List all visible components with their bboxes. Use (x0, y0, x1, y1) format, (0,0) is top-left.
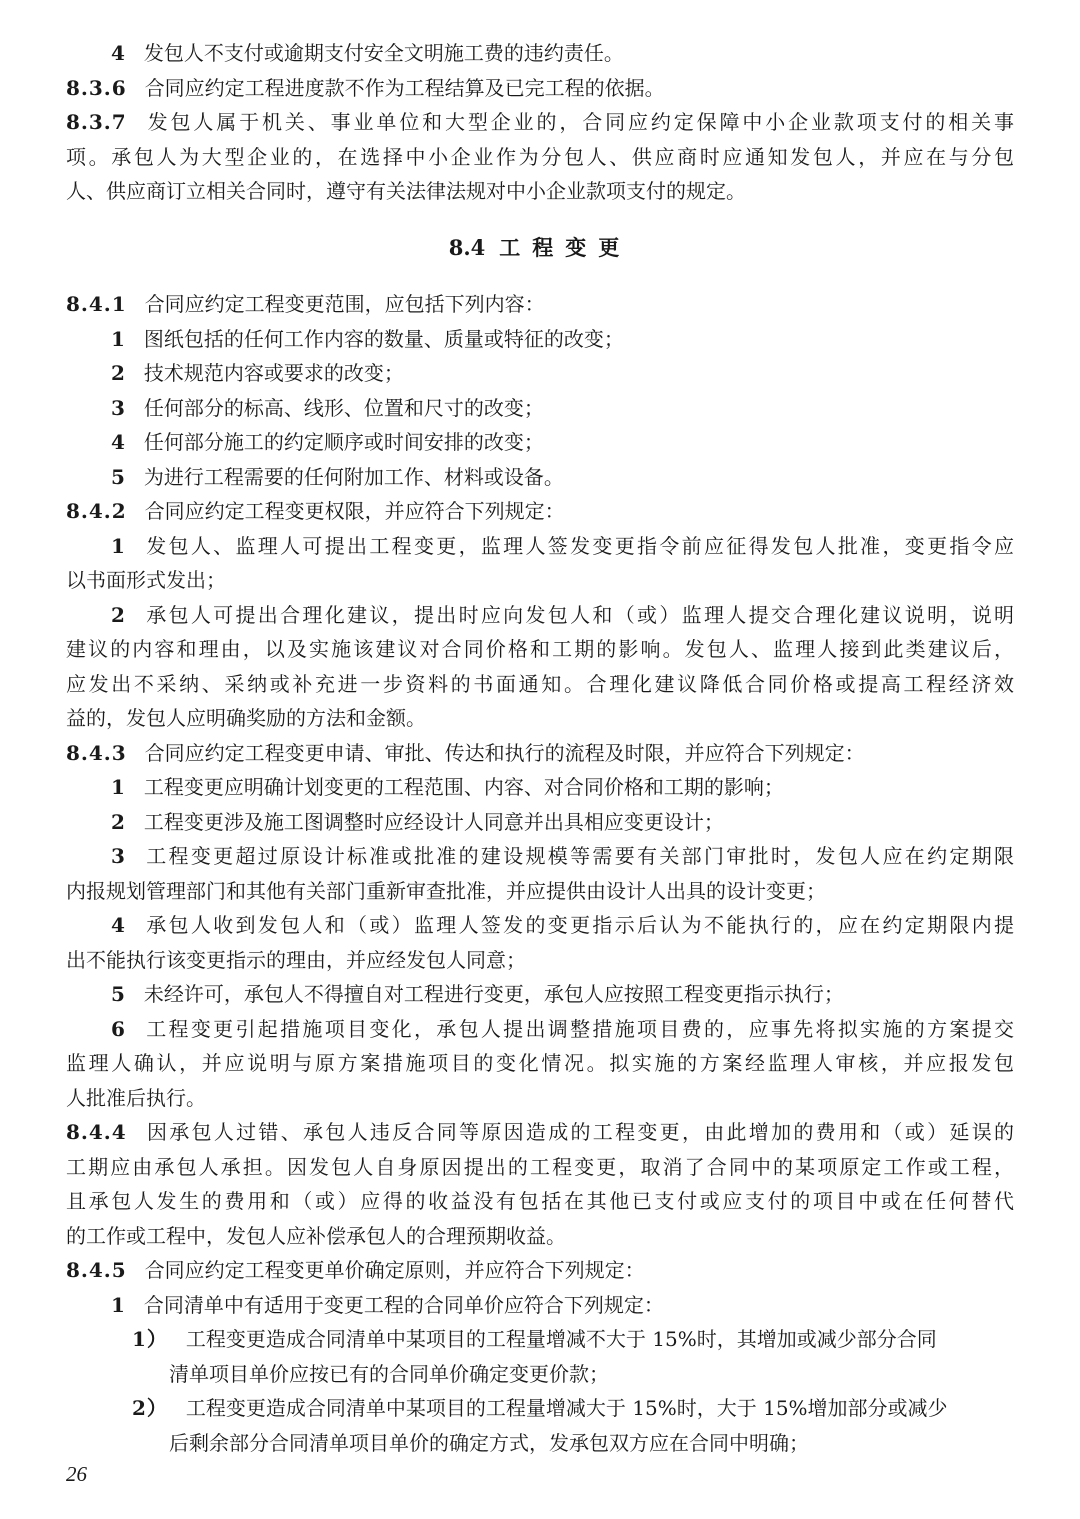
text-line (66, 1391, 1014, 1426)
clause-text: 应发出不采纳、采纳或补充进一步资料的书面通知。合理化建议降低合同价格或提高工程经济效 (66, 671, 1014, 696)
clause-number: 3 (111, 395, 126, 420)
clause-text: 承包人可提出合理化建议，提出时应向发包人和（或）监理人提交合理化建议说明，说明 (143, 602, 1014, 627)
text-line (66, 356, 1014, 391)
clause-text: 工程变更造成合同清单中某项目的工程量增减大于 15%时，大于 15%增加部分或减少 (185, 1396, 948, 1420)
clause-text: 未经许可，承包人不得擅自对工程进行变更，承包人应按照工程变更指示执行； (143, 982, 844, 1006)
clause-text: 工程变更造成合同清单中某项目的工程量增减不大于 15%时，其增加或减少部分合同 (185, 1327, 937, 1351)
text-line (66, 174, 1014, 209)
clause-text: 建议的内容和理由，以及实施该建议对合同价格和工期的影响。发包人、监理人接到此类建议后， (66, 637, 1014, 661)
text-line (66, 140, 1014, 175)
clause-text: 的工作或工程中，发包人应补偿承包人的合理预期收益。 (66, 1223, 566, 1248)
text-line (66, 598, 1014, 633)
text-line (66, 460, 1014, 495)
clause-number: 8.4.2 (66, 499, 127, 523)
clause-text: 后剩余部分合同清单项目单价的确定方式，发承包双方应在合同中明确； (169, 1430, 809, 1455)
clause-number: 4 (111, 430, 126, 454)
clause-text: 合同应约定工程变更单价确定原则，并应符合下列规定： (144, 1258, 645, 1282)
clause-number: 1 (111, 775, 126, 799)
section-heading-number: 8.4 (448, 234, 486, 260)
text-line (66, 36, 1014, 71)
clause-number: 2） (132, 1396, 168, 1420)
text-line (66, 425, 1014, 460)
text-line (66, 1288, 1014, 1323)
clause-text: 合同应约定工程进度款不作为工程结算及已完工程的依据。 (144, 75, 665, 100)
clause-text: 任何部分施工的约定顺序或时间安排的改变； (143, 430, 544, 454)
text-line (66, 1046, 1014, 1081)
section-heading (66, 231, 1014, 266)
text-line (66, 1184, 1014, 1219)
text-line (66, 287, 1014, 322)
text-line (66, 736, 1014, 771)
clause-text: 承包人收到发包人和（或）监理人签发的变更指示后认为不能执行的，应在约定期限内提 (143, 913, 1014, 937)
clause-number: 6 (111, 1016, 126, 1041)
text-line (66, 494, 1014, 529)
text-line (66, 391, 1014, 426)
clause-text: 合同应约定工程变更权限，并应符合下列规定： (144, 499, 565, 523)
page-number: 26 (66, 1462, 87, 1486)
clause-text: 发包人、监理人可提出工程变更，监理人签发变更指令前应征得发包人批准，变更指令应 (143, 533, 1014, 558)
clause-text: 为进行工程需要的任何附加工作、材料或设备。 (143, 464, 564, 489)
clause-number: 8.4.5 (66, 1258, 127, 1282)
clause-text: 益的，发包人应明确奖励的方法和金额。 (66, 706, 426, 730)
text-line (66, 874, 1014, 909)
clause-number: 2 (111, 602, 126, 627)
clause-text: 技术规范内容或要求的改变； (143, 361, 404, 385)
text-line (66, 1012, 1014, 1047)
clause-text: 内报规划管理部门和其他有关部门重新审查批准，并应提供由设计人出具的设计变更； (66, 878, 826, 903)
clause-text: 任何部分的标高、线形、位置和尺寸的改变； (143, 395, 544, 420)
clause-text: 发包人不支付或逾期支付安全文明施工费的违约责任。 (143, 41, 624, 65)
text-line (66, 943, 1014, 978)
clause-number: 2 (111, 361, 126, 385)
clause-number: 8.3.6 (66, 75, 127, 100)
text-line (66, 1115, 1014, 1150)
text-line (66, 770, 1014, 805)
clause-text: 工程变更引起措施项目变化，承包人提出调整措施项目费的，应事先将拟实施的方案提交 (143, 1016, 1014, 1041)
text-line (66, 908, 1014, 943)
clause-number: 2 (111, 809, 126, 834)
clause-text: 因承包人过错、承包人违反合同等原因造成的工程变更，由此增加的费用和（或）延误的 (144, 1120, 1014, 1144)
clause-text: 人批准后执行。 (66, 1085, 206, 1110)
text-line (66, 1426, 1014, 1461)
text-line (66, 322, 1014, 357)
text-line (66, 105, 1014, 140)
clause-text: 项。承包人为大型企业的，在选择中小企业作为分包人、供应商时应通知发包人，并应在与分包 (66, 144, 1014, 169)
clause-text: 工期应由承包人承担。因发包人自身原因提出的工程变更，取消了合同中的某项原定工作或工程， (66, 1154, 1014, 1179)
clause-text: 图纸包括的任何工作内容的数量、质量或特征的改变； (143, 326, 624, 351)
clause-text: 且承包人发生的费用和（或）应得的收益没有包括在其他已支付或应支付的项目中或在任何替代 (66, 1189, 1014, 1213)
clause-number: 8.3.7 (66, 110, 127, 134)
clause-number: 1） (132, 1327, 168, 1351)
text-line (66, 977, 1014, 1012)
clause-text: 工程变更应明确计划变更的工程范围、内容、对合同价格和工期的影响； (143, 775, 784, 799)
clause-number: 1 (111, 326, 126, 351)
text-line (66, 701, 1014, 736)
clause-text: 合同应约定工程变更范围，应包括下列内容： (144, 292, 545, 316)
text-line (66, 632, 1014, 667)
clause-text: 合同应约定工程变更申请、审批、传达和执行的流程及时限，并应符合下列规定： (144, 740, 865, 765)
text-line (66, 805, 1014, 840)
clause-text: 工程变更涉及施工图调整时应经设计人同意并出具相应变更设计； (143, 809, 724, 834)
text-line (66, 839, 1014, 874)
clause-number: 1 (111, 1292, 126, 1317)
clause-number: 4 (111, 913, 126, 937)
clause-text: 清单项目单价应按已有的合同单价确定变更价款； (169, 1361, 609, 1386)
clause-text: 人、供应商订立相关合同时，遵守有关法律法规对中小企业款项支付的规定。 (66, 179, 746, 203)
clause-text: 出不能执行该变更指示的理由，并应经发包人同意； (66, 947, 526, 972)
text-line (66, 529, 1014, 564)
text-line (66, 1253, 1014, 1288)
text-line (66, 1219, 1014, 1254)
clause-number: 1 (111, 533, 126, 558)
section-heading-title: 工程变更 (499, 234, 632, 260)
clause-number: 3 (111, 844, 126, 868)
text-line (66, 1322, 1014, 1357)
clause-number: 5 (111, 464, 126, 489)
document-body (66, 36, 1014, 1460)
clause-number: 8.4.1 (66, 292, 127, 316)
clause-text: 工程变更超过原设计标准或批准的建设规模等需要有关部门审批时，发包人应在约定期限 (143, 844, 1014, 868)
clause-text: 监理人确认，并应说明与原方案措施项目的变化情况。拟实施的方案经监理人审核，并应报发包 (66, 1051, 1014, 1075)
text-line (66, 71, 1014, 106)
clause-number: 8.4.3 (66, 740, 127, 765)
clause-number: 8.4.4 (66, 1120, 127, 1144)
clause-number: 4 (111, 41, 126, 65)
text-line (66, 1081, 1014, 1116)
text-line (66, 667, 1014, 702)
clause-number: 5 (111, 982, 126, 1006)
clause-text: 合同清单中有适用于变更工程的合同单价应符合下列规定： (143, 1292, 664, 1317)
clause-text: 以书面形式发出； (66, 568, 226, 592)
text-line (66, 1150, 1014, 1185)
text-line (66, 563, 1014, 598)
text-line (66, 1357, 1014, 1392)
clause-text: 发包人属于机关、事业单位和大型企业的，合同应约定保障中小企业款项支付的相关事 (144, 110, 1014, 134)
